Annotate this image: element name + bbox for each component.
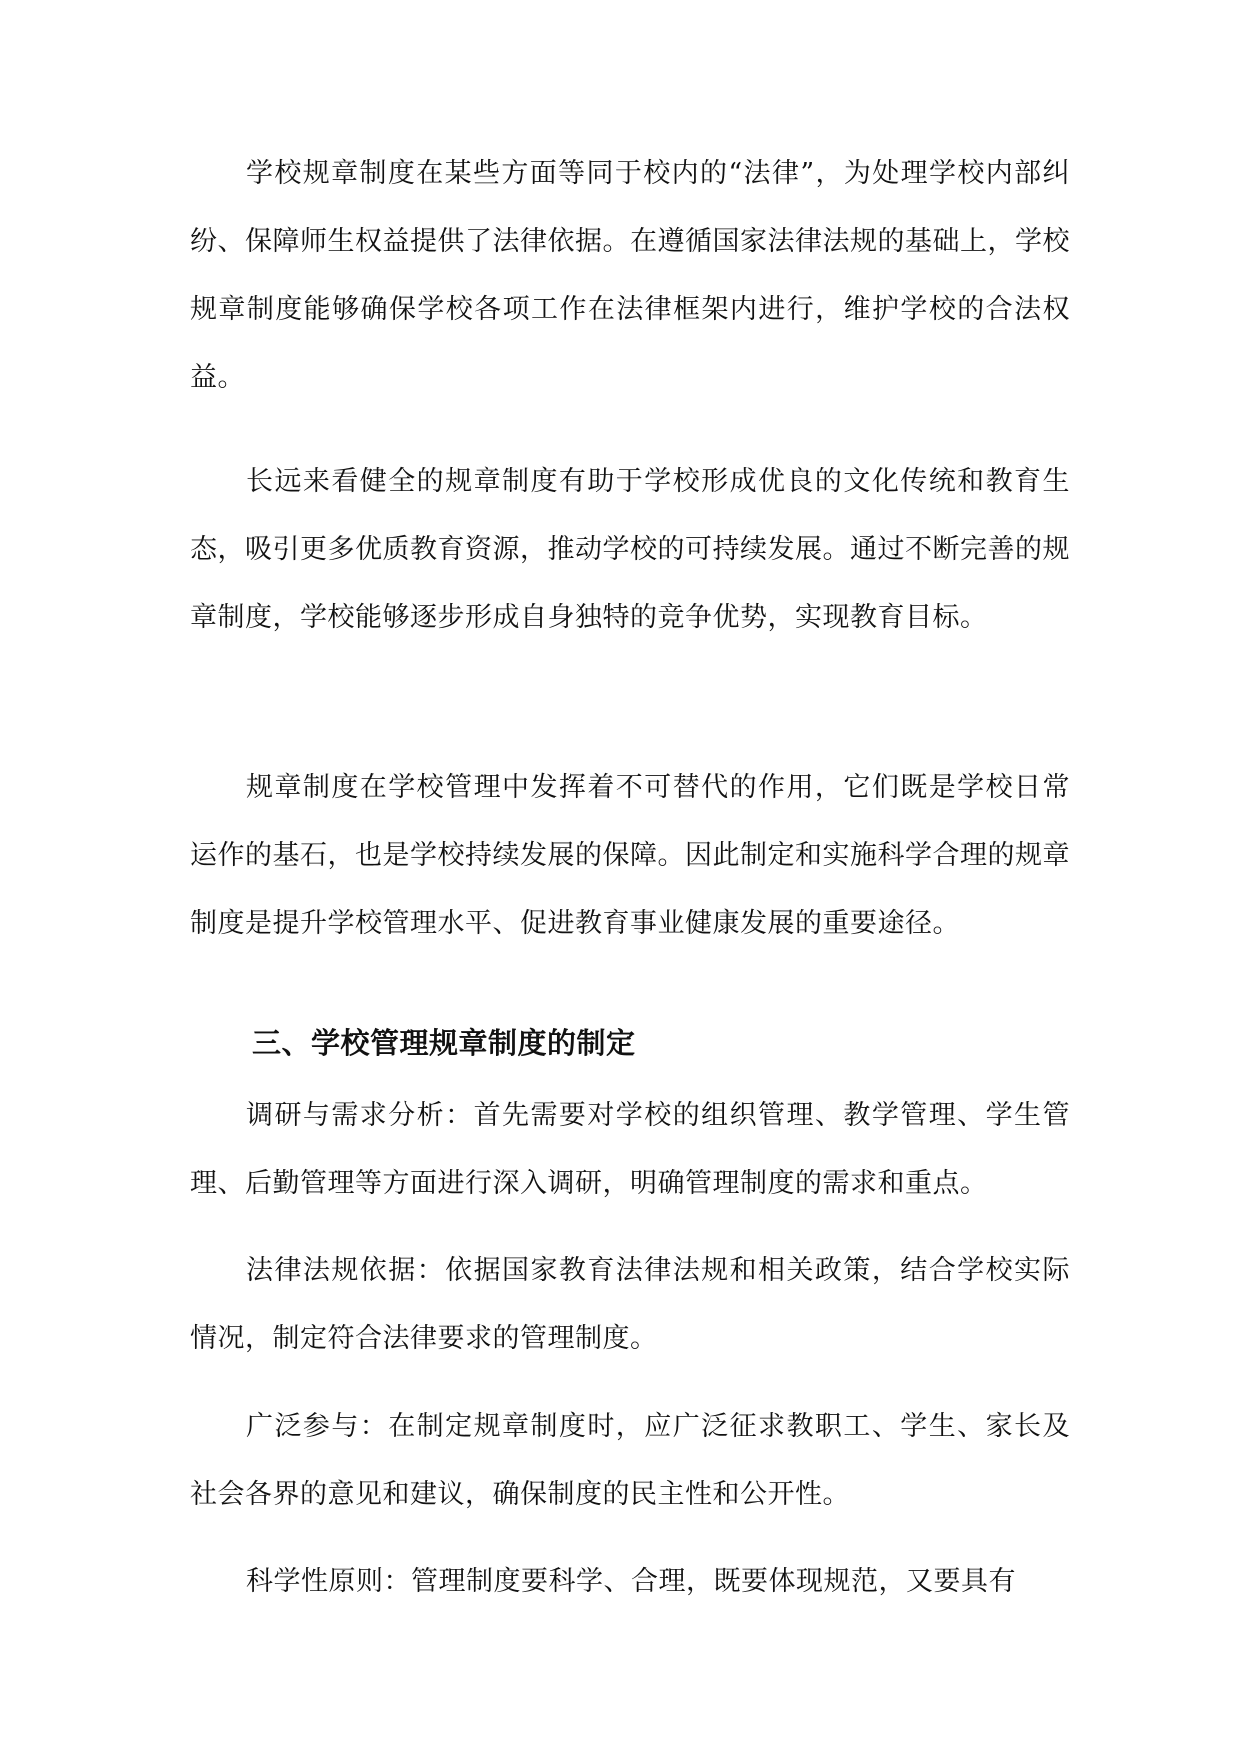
paragraph-scientific-principle: 科学性原则：管理制度要科学、合理，既要体现规范，又要具有 [246,1566,1016,1597]
paragraph-legal-basis: 学校规章制度在某些方面等同于校内的“法律”，为处理学校内部纠纷、保障师生权益提供了法律依据。在遵循国家法律法规的基础上，学校规章制度能够确保学校各项工作在法律框架内进行，维护学校的合法权益。 [190,158,1070,393]
paragraph-legal-regulations: 法律法规依据：依据国家教育法律法规和相关政策，结合学校实际情况，制定符合法律要求的管理制度。 [190,1255,1070,1354]
paragraph-research-analysis: 调研与需求分析：首先需要对学校的组织管理、教学管理、学生管理、后勤管理等方面进行深入调研，明确管理制度的需求和重点。 [190,1100,1070,1199]
paragraph-irreplaceable-role: 规章制度在学校管理中发挥着不可替代的作用，它们既是学校日常运作的基石，也是学校持续发展的保障。因此制定和实施科学合理的规章制度是提升学校管理水平、促进教育事业健康发展的重要途径。 [190,772,1070,939]
section-heading: 三、学校管理规章制度的制定 [252,1026,636,1060]
paragraph-long-term-development: 长远来看健全的规章制度有助于学校形成优良的文化传统和教育生态，吸引更多优质教育资源，推动学校的可持续发展。通过不断完善的规章制度，学校能够逐步形成自身独特的竞争优势，实现教育目标。 [190,466,1070,633]
paragraph-broad-participation: 广泛参与：在制定规章制度时，应广泛征求教职工、学生、家长及社会各界的意见和建议，确保制度的民主性和公开性。 [190,1411,1070,1510]
